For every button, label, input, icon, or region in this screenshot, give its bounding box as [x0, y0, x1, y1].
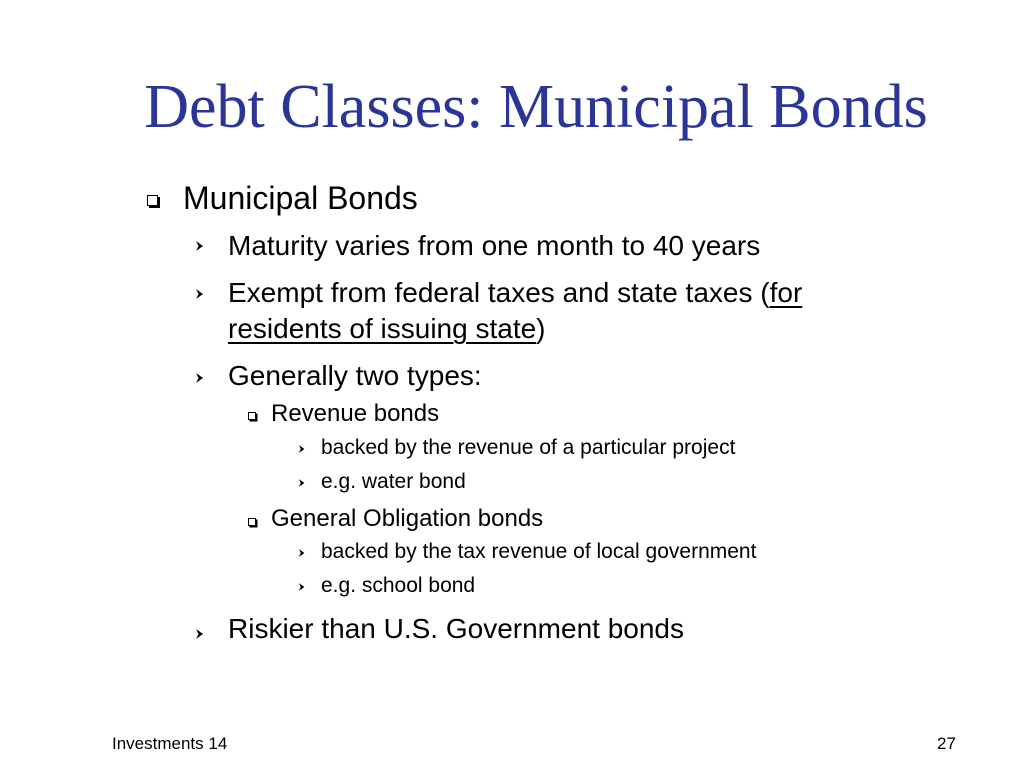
bullet-riskier: Riskier than U.S. Government bonds — [228, 613, 684, 644]
bullet-exempt-line-1 — [228, 277, 802, 309]
exempt-closing-paren: ) — [536, 313, 546, 344]
bullet-revenue-backed: backed by the revenue of a particular project — [321, 436, 736, 459]
arrowhead-bullet-icon — [195, 628, 205, 640]
arrowhead-bullet-icon — [195, 372, 205, 384]
arrowhead-bullet-icon — [195, 240, 205, 252]
arrowhead-bullet-icon — [298, 444, 306, 454]
exempt-text: Exempt from federal taxes and state taxes ( — [228, 277, 770, 308]
footer-title: Investments 14 — [112, 734, 228, 753]
arrowhead-bullet-icon — [195, 288, 205, 300]
arrowhead-bullet-icon — [298, 582, 306, 592]
bullet-general-example: e.g. school bond — [321, 574, 476, 597]
arrowhead-bullet-icon — [298, 548, 306, 558]
bullet-revenue-bonds: Revenue bonds — [271, 400, 440, 427]
page-number: 27 — [937, 734, 956, 753]
bullet-municipal-bonds: Municipal Bonds — [183, 180, 418, 216]
bullet-general-backed: backed by the tax revenue of local government — [321, 540, 757, 563]
arrowhead-bullet-icon — [298, 478, 306, 488]
bullet-exempt-line-2 — [228, 313, 546, 345]
hollow-square-bullet-icon — [147, 195, 158, 206]
hollow-square-bullet-icon — [248, 518, 256, 526]
bullet-types: Generally two types: — [228, 360, 482, 391]
hollow-square-bullet-icon — [248, 412, 256, 420]
exempt-underlined-for: for — [769, 277, 803, 308]
slide-title: Debt Classes: Municipal Bonds — [144, 73, 928, 141]
exempt-underlined-residents: residents of issuing state — [228, 313, 537, 344]
bullet-general-obligation: General Obligation bonds — [271, 505, 544, 532]
bullet-maturity: Maturity varies from one month to 40 years — [228, 230, 761, 261]
bullet-revenue-example: e.g. water bond — [321, 470, 466, 493]
